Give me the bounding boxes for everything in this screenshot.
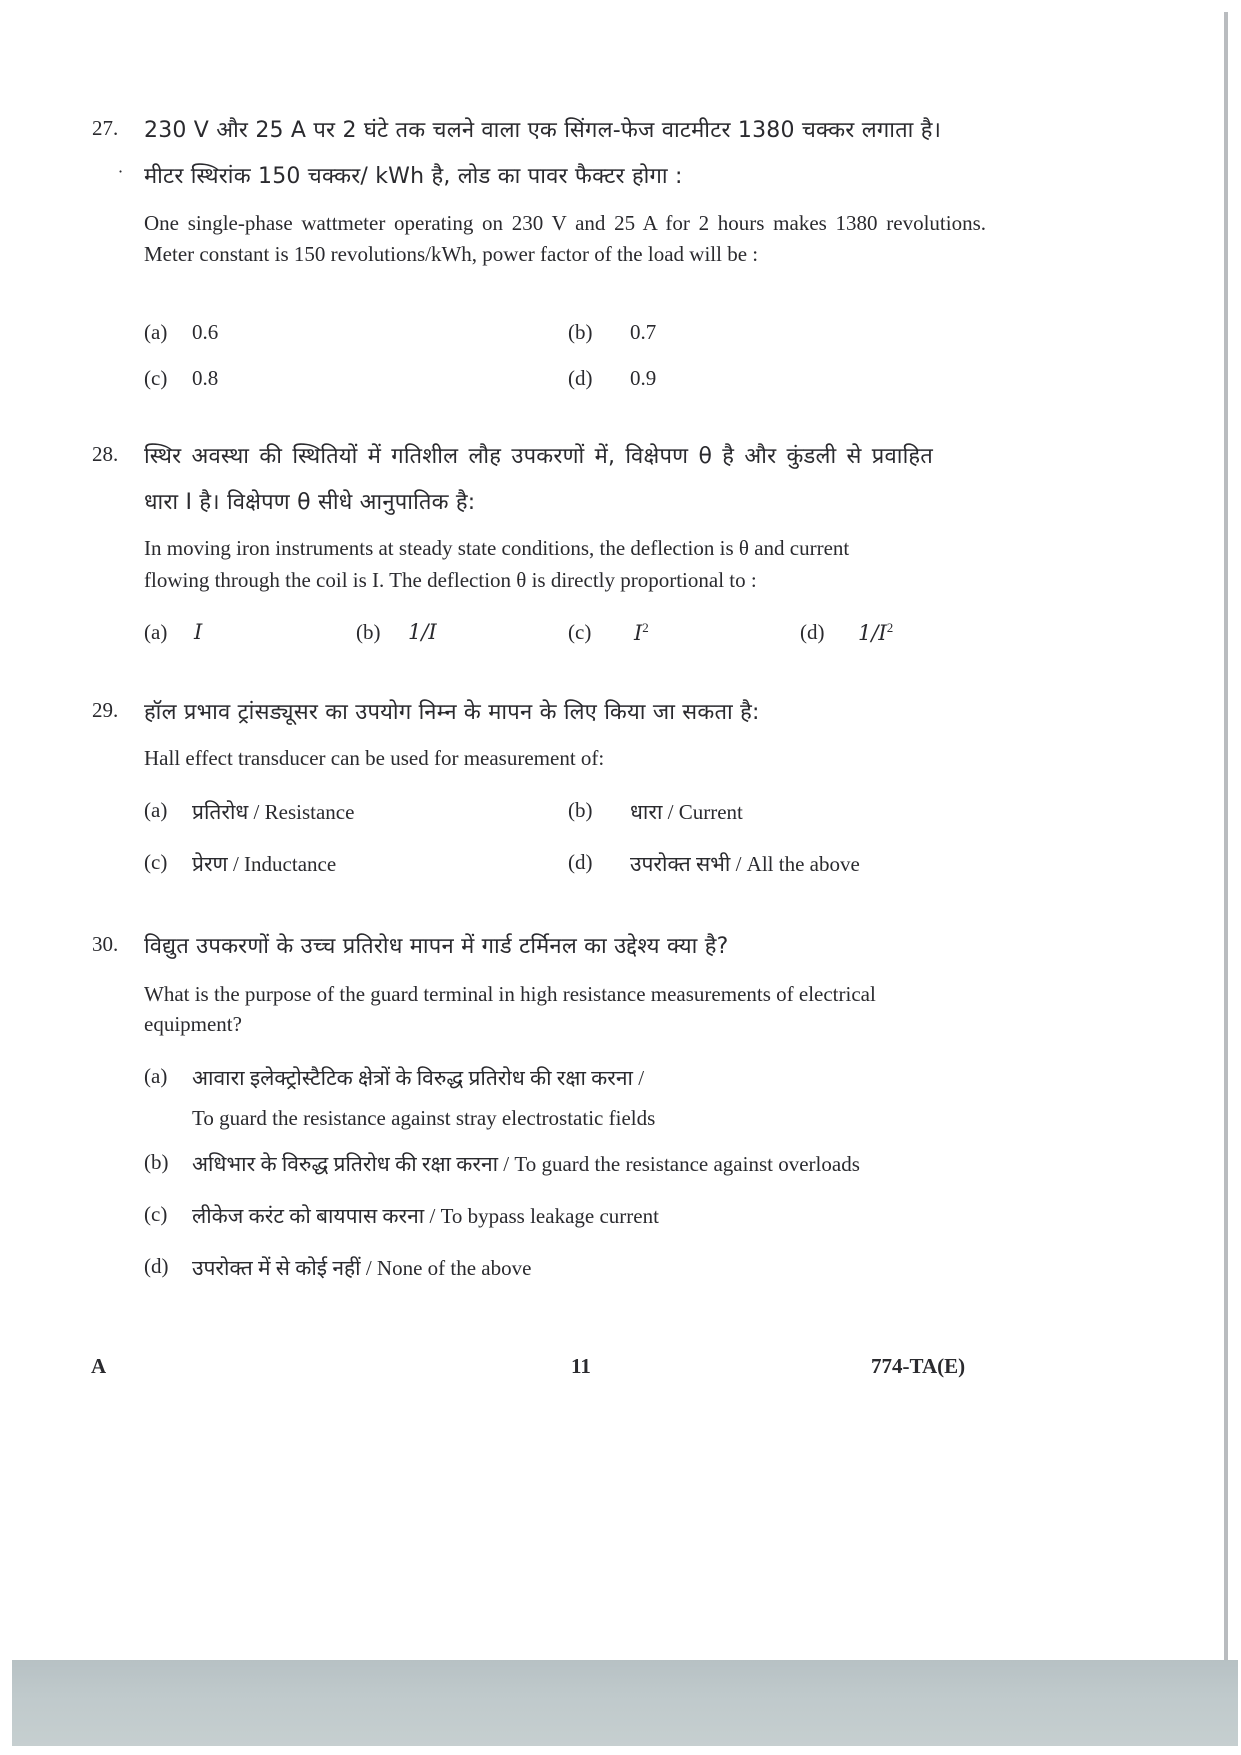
option-a-label: (a) [144,320,168,344]
question-hindi: हॉल प्रभाव ट्रांसड्यूसर का उपयोग निम्न के मापन के लिए किया जा सकता है: [144,700,760,725]
option-b-label: (b) [144,1150,169,1174]
question-english-line-1: What is the purpose of the guard terminal in high resistance measurements of electrical [144,982,876,1006]
question-hindi: विद्युत उपकरणों के उच्च प्रतिरोध मापन में गार्ड टर्मिनल का उद्देश्य क्या है? [144,934,729,959]
option-c-label: (c) [144,1202,168,1226]
option-b-value: अधिभार के विरुद्ध प्रतिरोध की रक्षा करना / To guard the resistance against overloads [192,1152,860,1176]
option-c-value: 0.8 [192,366,219,390]
option-d-exponent: 2 [886,620,894,635]
question-english-line-2: flowing through the coil is I. The deflection θ is directly proportional to : [144,568,757,592]
option-a-value: I [194,620,203,644]
question-english-line-1: In moving iron instruments at steady state conditions, the deflection is θ and current [144,536,850,560]
page-number: 11 [571,1354,591,1378]
option-b-value: 0.7 [630,320,657,344]
option-a-label: (a) [144,1064,168,1088]
option-d-label: (d) [800,620,825,644]
option-c-exponent: 2 [642,620,649,635]
option-d-value: 0.9 [630,366,657,390]
question-number: 30. [92,932,119,956]
option-d-value [858,620,893,646]
option-d-base: 1/I [858,621,887,645]
option-b-label: (b) [568,320,593,344]
question-number: 27. [92,116,119,140]
option-a-label: (a) [144,620,168,644]
option-d-label: (d) [144,1254,169,1278]
paper-code: 774-TA(E) [871,1354,966,1378]
question-hindi-line-2: मीटर स्थिरांक 150 चक्कर/ kWh है, लोड का पावर फैक्टर होगा : [144,164,683,189]
option-d-value: उपरोक्त में से कोई नहीं / None of the above [192,1256,532,1280]
option-a-value: आवारा इलेक्ट्रोस्टैटिक क्षेत्रों के विरुद्ध प्रतिरोध की रक्षा करना / [192,1066,645,1090]
option-d-value: उपरोक्त सभी / All the above [630,852,860,876]
option-b-label: (b) [356,620,381,644]
question-number: 28. [92,442,119,466]
option-a-label: (a) [144,798,168,822]
option-b-value: 1/I [408,620,437,644]
question-number: 29. [92,698,119,722]
stray-dot: · [118,162,124,181]
option-c-value: लीकेज करंट को बायपास करना / To bypass leakage current [192,1204,659,1228]
question-english-line-2: equipment? [144,1012,242,1036]
scanner-background-band [12,1660,1238,1746]
question-english: Hall effect transducer can be used for measurement of: [144,746,605,770]
option-c-label: (c) [144,850,168,874]
option-c-value: प्रेरण / Inductance [192,852,337,876]
question-hindi-line-2: धारा I है। विक्षेपण θ सीधे आनुपातिक है: [144,490,476,515]
question-hindi-line-1: 230 V और 25 A पर 2 घंटे तक चलने वाला एक सिंगल-फेज वाटमीटर 1380 चक्कर लगाता है। [144,118,942,143]
option-a-value: 0.6 [192,320,219,344]
option-c-value [634,620,649,646]
option-a-value-line-2: To guard the resistance against stray electrostatic fields [192,1106,656,1130]
option-c-label: (c) [568,620,592,644]
option-a-value: प्रतिरोध / Resistance [192,800,355,824]
page-edge-line [1224,12,1228,1662]
option-d-label: (d) [568,366,593,390]
option-b-label: (b) [568,798,593,822]
question-english: One single-phase wattmeter operating on 230 V and 25 A for 2 hours makes 1380 revolutions. Meter constant is 150 revolutions/kWh, power factor of the load will be : [144,211,986,266]
option-b-value: धारा / Current [630,800,743,824]
question-hindi-line-1: स्थिर अवस्था की स्थितियों में गतिशील लौह उपकरणों में, विक्षेपण θ है और कुंडली से प्रवाहित [144,444,933,469]
series-code: A [91,1354,107,1378]
option-c-base: I [634,621,643,645]
option-c-label: (c) [144,366,168,390]
option-d-label: (d) [568,850,593,874]
